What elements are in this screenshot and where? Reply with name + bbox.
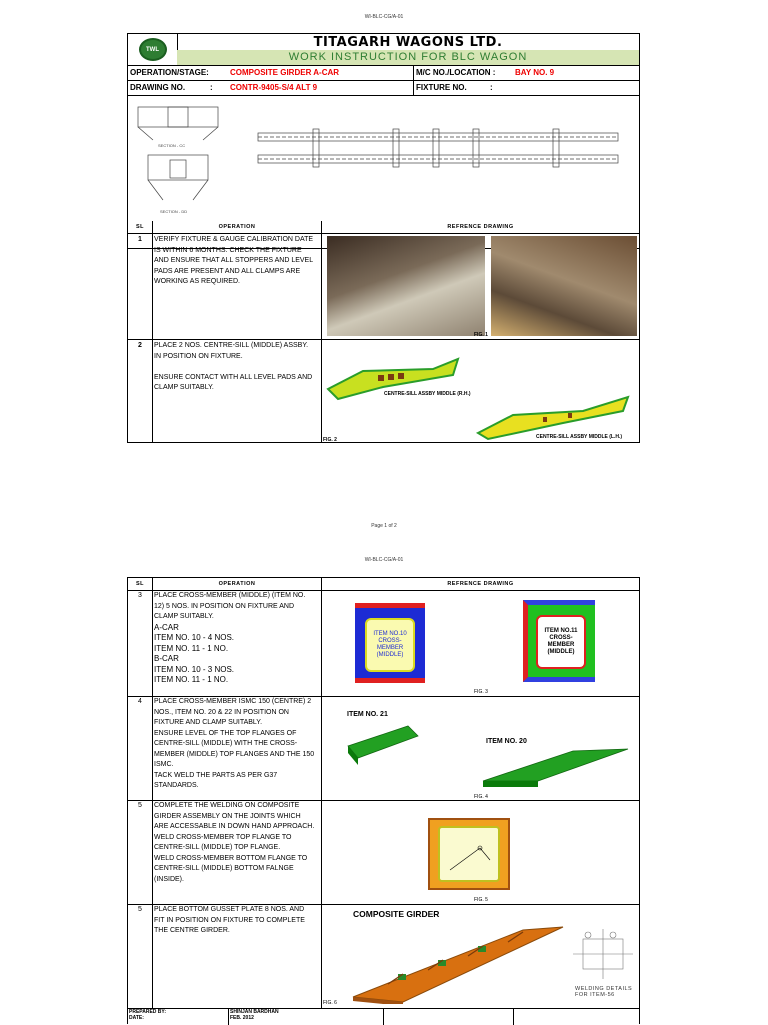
table-row: [128, 339, 639, 443]
item-20-label: ITEM NO. 20: [486, 738, 527, 745]
work-instruction-sheet-1: [127, 33, 640, 443]
drawing-row: [128, 80, 639, 96]
item-10-label: ITEM NO.10 CROSS- MEMBER (MIDDLE): [365, 618, 415, 672]
col-sl: SL: [135, 224, 145, 230]
row-operation-text: VERIFY FIXTURE & GAUGE CALIBRATION DATE IS WITHIN 6 MONTHS. CHECK THE FIXTURE AND ENSURE THAT ALL STOPPERS AND LEVEL PADS ARE PRESENT AND ALL CLAMPS ARE WORKING AS REQUIRED.: [154, 236, 314, 285]
fig-label: FIG. 1: [474, 332, 488, 338]
cross-member-item-11: [523, 600, 595, 682]
fixture-photo-1: [327, 236, 485, 336]
doc-id: WI-BLC-CG/A-01: [364, 14, 404, 20]
row-sl: 1: [138, 236, 142, 243]
mc-label: M/C NO./LOCATION :: [416, 68, 496, 77]
welding-details-caption: WELDING DETAILS FOR ITEM-56: [575, 986, 633, 998]
fixture-colon: :: [490, 83, 493, 92]
row-sl: 5: [138, 906, 142, 913]
welding-detail-sketch: [568, 929, 638, 984]
item-11-label: ITEM NO.11 CROSS- MEMBER (MIDDLE): [536, 615, 586, 669]
document-subtitle: WORK INSTRUCTION FOR BLC WAGON: [177, 50, 639, 65]
item-21-label: ITEM NO. 21: [347, 711, 388, 718]
centre-sill-rh-caption: CENTRE-SILL ASSBY MIDDLE (R.H.): [384, 391, 471, 397]
drawing-label: DRAWING NO.: [130, 83, 186, 92]
row-sl: 4: [138, 698, 142, 705]
header: [128, 34, 639, 66]
operation-row: [128, 65, 639, 81]
fixture-photo-2: [491, 236, 637, 336]
centre-sill-lh-caption: CENTRE-SILL ASSBY MIDDLE (L.H.): [536, 434, 623, 440]
fig-label: FIG. 6: [323, 1000, 337, 1006]
table-row: [128, 696, 639, 801]
row-sl: 5: [138, 802, 142, 809]
fig-label: FIG. 3: [474, 689, 488, 695]
col-sl: SL: [135, 581, 145, 587]
centre-sill-drawing: [323, 341, 638, 441]
table-row: [128, 794, 639, 905]
row-operation-text: PLACE CROSS-MEMBER ISMC 150 (CENTRE) 2 NOS., ITEM NO. 20 & 22 IN POSITION ON FIXTURE AND CLAMP SUITABLY. ENSURE LEVEL OF THE TOP FLANGES OF CENTRE-SILL (MIDDLE) WITH THE CROSS- MEMBER (MIDDLE) TOP FLANGES AND THE 150 ISMC. TACK WELD THE PARTS AS PER G37 STANDARDS.: [154, 698, 315, 789]
doc-id: WI-BLC-CG/A-01: [364, 557, 404, 563]
prepared-values: SHINJAN BARDHAN FEB. 2012: [230, 1009, 279, 1021]
channel-drawing: [343, 721, 638, 791]
title-cell: [177, 34, 639, 65]
fixture-label: FIXTURE NO.: [416, 83, 467, 92]
weld-leader-lines: [430, 820, 508, 888]
drawing-colon: :: [210, 83, 213, 92]
drawing-value: CONTR-9405-S/4 ALT 9: [230, 83, 318, 92]
sign-off-footer: [128, 1008, 639, 1025]
fig-label: FIG. 5: [474, 897, 488, 903]
table-row: [128, 904, 639, 1009]
section-cc-label: SECTION - CC: [158, 143, 186, 148]
row-sl: 2: [138, 342, 142, 349]
composite-girder-title: COMPOSITE GIRDER: [353, 909, 440, 919]
mc-value: BAY NO. 9: [515, 68, 555, 77]
fig-label: FIG. 4: [474, 794, 488, 800]
row-sl: 3: [138, 592, 142, 599]
row-operation-text: PLACE BOTTOM GUSSET PLATE 8 NOS. AND FIT IN POSITION ON FIXTURE TO COMPLETE THE CENTRE GIRDER.: [154, 906, 305, 934]
company-logo: TWL: [139, 38, 167, 61]
col-reference: REFRENCE DRAWING: [447, 224, 514, 230]
company-name: TITAGARH WAGONS LTD.: [313, 35, 503, 50]
table-row: [128, 590, 639, 697]
page-number: Page 1 of 2: [371, 523, 397, 529]
operation-value: COMPOSITE GIRDER A-CAR: [230, 68, 340, 77]
row-operation-text: PLACE 2 NOS. CENTRE-SILL (MIDDLE) ASSBY. IN POSITION ON FIXTURE. ENSURE CONTACT WITH ALL LEVEL PADS AND CLAMP SUITABLY.: [154, 342, 313, 391]
section-dd-label: SECTION - DD: [160, 209, 188, 214]
work-instruction-sheet-2: [127, 577, 640, 1024]
row-operation-text: PLACE CROSS-MEMBER (MIDDLE) (ITEM NO. 12) 5 NOS. IN POSITION ON FIXTURE AND CLAMP SUITABLY. A-CAR ITEM NO. 10 - 4 NOS. ITEM NO. 11 - 1 NO. B-CAR ITEM NO. 10 - 3 NOS. ITEM NO. 11 - 1 NO.: [154, 592, 306, 684]
table-row: [128, 233, 639, 340]
weld-joint-diagram: [428, 818, 510, 890]
col-operation: OPERATION: [218, 224, 256, 230]
operation-label: OPERATION/STAGE:: [130, 68, 209, 77]
cross-member-item-10: [355, 603, 425, 683]
col-reference: REFRENCE DRAWING: [447, 581, 514, 587]
col-operation: OPERATION: [218, 581, 256, 587]
prepared-labels: PREPARED BY: DATE:: [129, 1009, 167, 1021]
composite-girder-drawing: [343, 922, 573, 1004]
fig-label: FIG. 2: [323, 437, 337, 443]
logo-cell: [128, 34, 178, 65]
row-operation-text: COMPLETE THE WELDING ON COMPOSITE GIRDER ASSEMBLY ON THE JOINTS WHICH ARE ACCESSABLE IN DOWN HAND APPROACH. WELD CROSS-MEMBER TOP FLANGE TO CENTRE-SILL (MIDDLE) TOP FLANGE. WELD CROSS-MEMBER BOTTOM FLANGE TO CENTRE-SILL (MIDDLE) BOTTOM FALNGE (INSIDE).: [154, 802, 315, 883]
